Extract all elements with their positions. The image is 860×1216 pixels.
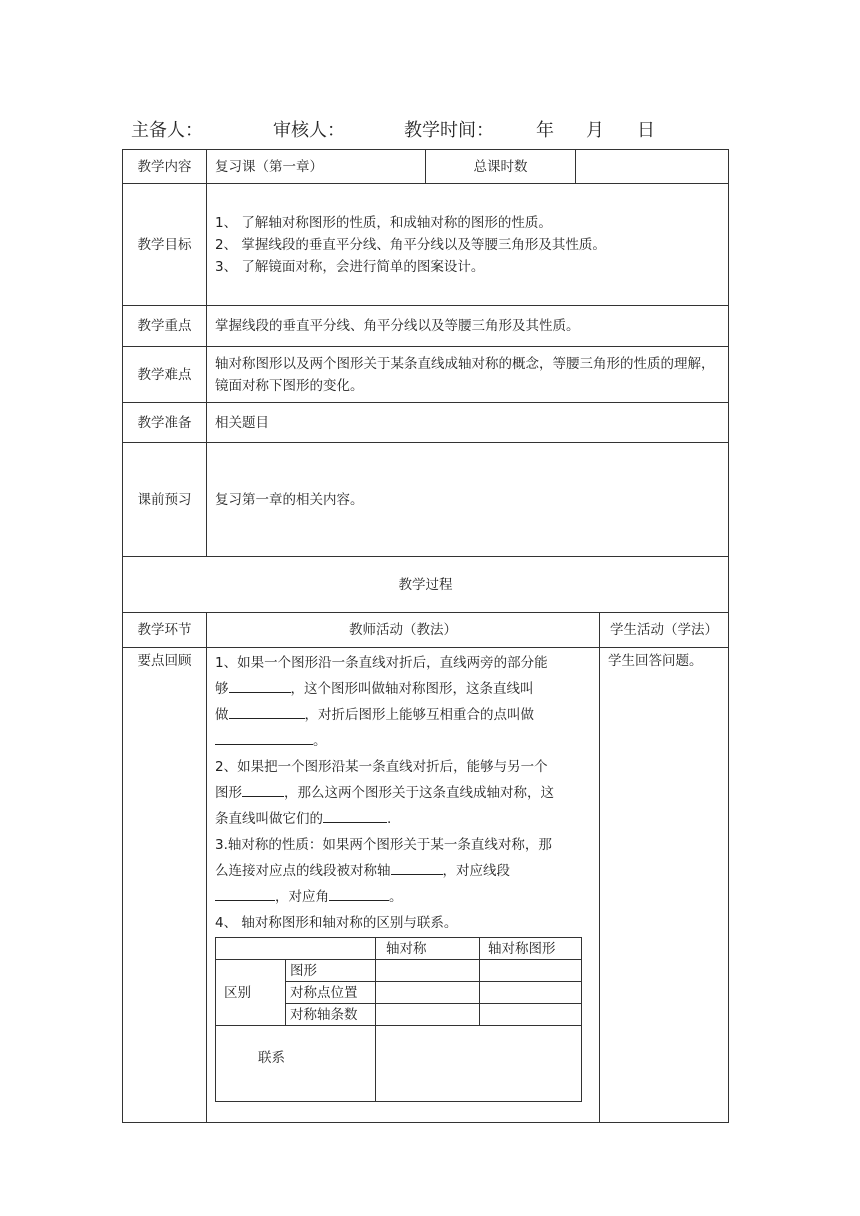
goal-item: 3、 了解镜面对称，会进行简单的图案设计。: [215, 258, 485, 275]
answer-blank[interactable]: [391, 860, 443, 875]
answer-cell[interactable]: [480, 960, 582, 982]
preview-label: 课前预习: [123, 443, 207, 557]
answer-blank[interactable]: [229, 678, 291, 693]
goals-cell: [207, 184, 729, 306]
answer-blank[interactable]: [329, 886, 389, 901]
time-label: 教学时间：: [404, 120, 494, 141]
goals-label: 教学目标: [123, 184, 207, 306]
document-header: [0, 116, 860, 140]
answer-cell[interactable]: [376, 982, 480, 1004]
item-figure: 图形: [286, 960, 376, 982]
question-2-line: 条直线叫做它们的 .: [215, 806, 593, 832]
question-1-line: 1、如果一个图形沿一条直线对折后，直线两旁的部分能: [215, 655, 548, 671]
day-label: 日: [637, 120, 655, 141]
key-value: 掌握线段的垂直平分线、角平分线以及等腰三角形及其性质。: [207, 306, 729, 347]
answer-blank[interactable]: [229, 704, 305, 719]
difficulty-label: 教学难点: [123, 347, 207, 403]
answer-blank[interactable]: [215, 730, 313, 745]
answer-blank[interactable]: [242, 782, 284, 797]
answer-blank[interactable]: [215, 886, 275, 901]
item-point-position: 对称点位置: [286, 982, 376, 1004]
goal-item: 1、 了解轴对称图形的性质，和成轴对称的图形的性质。: [215, 214, 552, 231]
question-4-line: 4、 轴对称图形和轴对称的区别与联系。: [215, 915, 458, 931]
question-3-line: ，对应角 。: [215, 884, 593, 910]
question-2-line: 图形 ，那么这两个图形关于这条直线成轴对称，这: [215, 780, 593, 806]
comparison-table: [215, 937, 582, 1102]
year-label: 年: [536, 120, 554, 141]
item-axis-count: 对称轴条数: [286, 1004, 376, 1026]
answer-blank[interactable]: [323, 808, 387, 823]
question-1-line: 。: [215, 728, 593, 754]
student-header: 学生活动（学法）: [600, 613, 729, 648]
col-symmetric-figure: 轴对称图形: [480, 938, 582, 960]
difficulty-value: 轴对称图形以及两个图形关于某条直线成轴对称的概念，等腰三角形的性质的理解，镜面对称下图形的变化。: [207, 347, 729, 403]
hours-value: [576, 150, 729, 184]
answer-cell[interactable]: [376, 960, 480, 982]
question-2-line: 2、如果把一个图形沿某一条直线对折后，能够与另一个: [215, 759, 548, 775]
prep-label: 教学准备: [123, 403, 207, 443]
preview-value: 复习第一章的相关内容。: [207, 443, 729, 557]
question-3-line: 3.轴对称的性质：如果两个图形关于某一条直线对称，那: [215, 837, 552, 853]
student-activity: 学生回答问题。: [600, 648, 729, 1123]
question-1-line: 够 ，这个图形叫做轴对称图形，这条直线叫: [215, 676, 593, 702]
stage-header: 教学环节: [123, 613, 207, 648]
month-label: 月: [586, 120, 604, 141]
question-3-line: 么连接对应点的线段被对称轴 ，对应线段: [215, 858, 593, 884]
relation-answer-cell[interactable]: [376, 1026, 582, 1102]
answer-cell[interactable]: [480, 1004, 582, 1026]
lesson-plan-table: [122, 149, 729, 1123]
goal-item: 2、 掌握线段的垂直平分线、角平分线以及等腰三角形及其性质。: [215, 236, 606, 253]
teacher-header: 教师活动（教法）: [207, 613, 600, 648]
content-value: 复习课（第一章）: [207, 150, 426, 184]
prep-value: 相关题目: [207, 403, 729, 443]
answer-cell[interactable]: [480, 982, 582, 1004]
process-title: 教学过程: [123, 557, 729, 613]
teacher-activity: [207, 648, 600, 1123]
key-label: 教学重点: [123, 306, 207, 347]
corner-cell: [216, 938, 376, 960]
answer-cell[interactable]: [376, 1004, 480, 1026]
relation-label: 联系: [216, 1026, 376, 1102]
stage-review: 要点回顾: [123, 648, 207, 1123]
preparer-label: 主备人：: [131, 120, 203, 141]
difference-label: 区别: [216, 960, 286, 1026]
col-axis-symmetry: 轴对称: [376, 938, 480, 960]
hours-label: 总课时数: [426, 150, 576, 184]
question-1-line: 做 ，对折后图形上能够互相重合的点叫做: [215, 702, 593, 728]
content-label: 教学内容: [123, 150, 207, 184]
reviewer-label: 审核人：: [273, 120, 345, 141]
